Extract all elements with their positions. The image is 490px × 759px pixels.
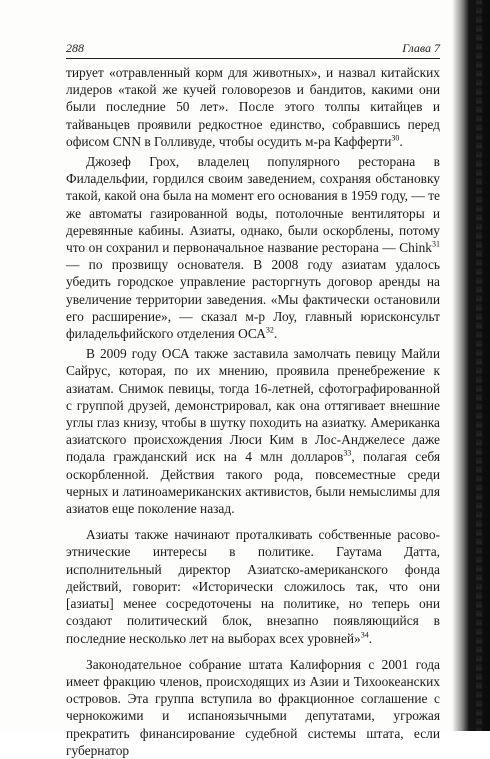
paragraph-2 bbox=[66, 153, 440, 342]
paragraph-text-tail: , полагая себя оскорбленной. Действия такого рода, повсеместные среди черных и латиноамериканских активистов, были немыслимы для азиатов еще поколение назад. bbox=[66, 449, 440, 517]
paragraph-text: тирует «отравленный корм для животных», и назвал китайских лидеров «такой же кучей головорезов и бандитов, какими они были последние 50 лет». После этого толпы китайцев и тайваньцев проявили редкостное единство, собравшись перед офисом CNN в Голливуде, чтобы осудить м-ра Кафферти bbox=[66, 65, 440, 149]
chapter-title: Глава 7 bbox=[402, 41, 440, 55]
paragraph-1 bbox=[66, 64, 440, 150]
paragraph-text-tail: — по прозвищу основателя. В 2008 году азиатам удалось убедить городское управление расторгнуть договор аренды на увеличение территории заведения. «Мы фактически остановили его расширение», — сказал м-р Лоу, главный юрисконсульт филадельфийского отделения ОСА bbox=[66, 257, 440, 342]
footnote-ref[interactable]: 32 bbox=[265, 325, 274, 335]
paragraph-4 bbox=[66, 526, 440, 646]
footnote-ref[interactable]: 34 bbox=[360, 630, 369, 640]
footnote-ref[interactable]: 33 bbox=[343, 449, 352, 458]
footnote-ref[interactable]: 30 bbox=[391, 133, 400, 143]
page-edge-texture bbox=[476, 0, 482, 731]
paragraph-text-tail: . bbox=[368, 630, 373, 646]
running-header bbox=[66, 40, 440, 59]
paragraph-text: Законодательное собрание штата Калифорния с 2001 года имеет фракцию членов, происходящих из Азии и Тихоокеанских островов. Эта группа вступила во фракционное соглашение с чернокожими и испаноязычными депутатами, угрожая прекратить финансирование судебной системы штата, если губернатор bbox=[66, 656, 440, 758]
paragraph-text: В 2009 году ОСА также заставила замолчать певицу Майли Сайрус, которая, по их мнению, проявила пренебрежение к азиатам. Снимок певицы, тогда 16-летней, сфотографированной с группой друзей, демонстрировал, как она оттягивает внешние углы глаз книзу, чтобы в шутку походить на азиатку. Американка азиатского происхождения Люси Ким в Лос-Анджелесе даже подала гражданский иск на 4 млн долларов bbox=[66, 346, 440, 465]
paragraph-5 bbox=[66, 656, 440, 759]
footnote-ref[interactable]: 31 bbox=[432, 239, 440, 249]
paragraph-3 bbox=[66, 345, 440, 517]
paragraph-text-tail: . bbox=[399, 133, 403, 149]
paragraph-text-tail: . bbox=[273, 326, 278, 342]
paragraph-text: Джозеф Грох, владелец популярного ресторана в Филадельфии, гордился своим заведением, сохраняя обстановку такой, какой она была на момент его основания в 1959 году, — те же автоматы газированной воды, потолочные вентиляторы и деревянные кабины. Азиаты, однако, были оскорблены, потому что он сохранил и первоначальное название ресторана — Chink bbox=[66, 154, 440, 256]
paragraph-text: Азиаты также начинают проталкивать собственные расово-этнические интересы в политике. Гаутама Датта, исполнительный директор Азиатско-американского фонда действий, говорит: «Исторически сложилось так, что они [азиаты] менее сосредоточены на политике, но теперь они создают политический блок, внезапно появляющийся в последние несколько лет на выборах всех уровней» bbox=[66, 527, 440, 646]
body-text bbox=[66, 64, 440, 759]
page-edge-shadow bbox=[452, 0, 490, 731]
page-number: 288 bbox=[66, 41, 84, 55]
